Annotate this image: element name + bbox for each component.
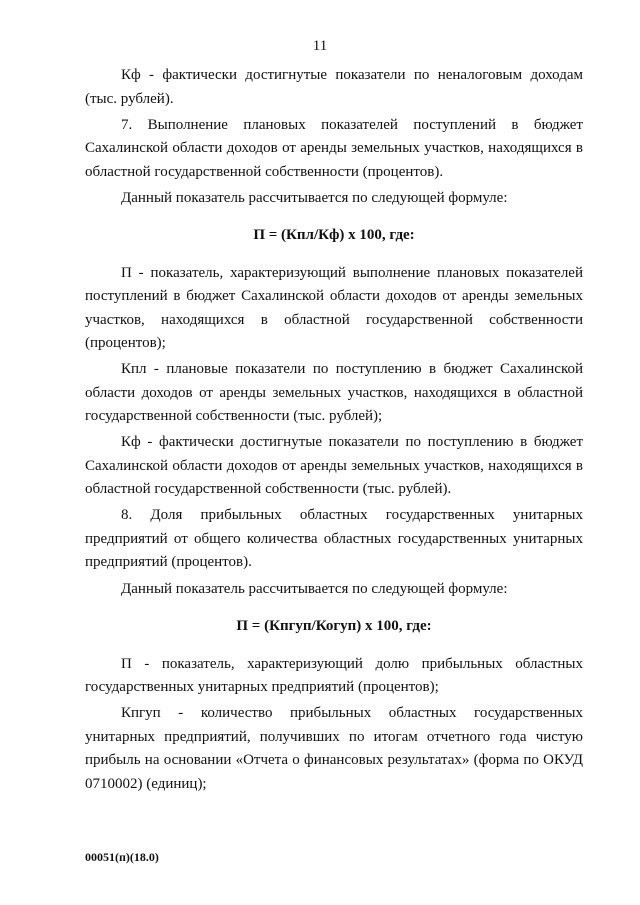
paragraph-p-definition-1: П - показатель, характеризующий выполнение плановых показателей поступлений в бюджет Сахалинской области доходов от аренды земельных участков, находящихся в областной государственной собственности (процентов); [85, 264, 583, 352]
paragraph-kpl-definition: Кпл - плановые показатели по поступлению в бюджет Сахалинской области доходов от аренды земельных участков, находящихся в областной государственной собственности (тыс. рублей); [85, 361, 583, 425]
paragraph-kpgup-definition: Кпгуп - количество прибыльных областных государственных унитарных предприятий, получивших по итогам отчетного года чистую прибыль на основании «Отчета о финансовых результатах» (форма по ОКУД 0710002) (единиц); [85, 705, 583, 792]
paragraph-kf-nontax: Кф - фактически достигнутые показатели по неналоговым доходам (тыс. рублей). [85, 67, 583, 107]
formula-1: П = (Кпл/Кф) х 100, где: [253, 227, 415, 244]
page-number: 11 [312, 38, 328, 54]
footer-document-code: 00051(п)(18.0) [85, 850, 159, 864]
document-body [85, 64, 583, 799]
paragraph-formula-intro-1: Данный показатель рассчитывается по следующей формуле: [121, 189, 508, 206]
paragraph-item-8: 8. Доля прибыльных областных государственных унитарных предприятий от общего количества областных государственных унитарных предприятий (процентов). [85, 507, 583, 571]
paragraph-formula-intro-2: Данный показатель рассчитывается по следующей формуле: [121, 580, 508, 597]
paragraph-item-7: 7. Выполнение плановых показателей поступлений в бюджет Сахалинской области доходов от аренды земельных участков, находящихся в областной государственной собственности (процентов). [85, 116, 583, 180]
formula-2: П = (Кпгуп/Когуп) х 100, где: [236, 618, 432, 635]
paragraph-p-definition-2: П - показатель, характеризующий долю прибыльных областных государственных унитарных предприятий (процентов); [85, 655, 583, 696]
paragraph-kf-definition: Кф - фактически достигнутые показатели по поступлению в бюджет Сахалинской области доходов от аренды земельных участков, находящихся в областной государственной собственности (тыс. рублей). [85, 434, 583, 498]
